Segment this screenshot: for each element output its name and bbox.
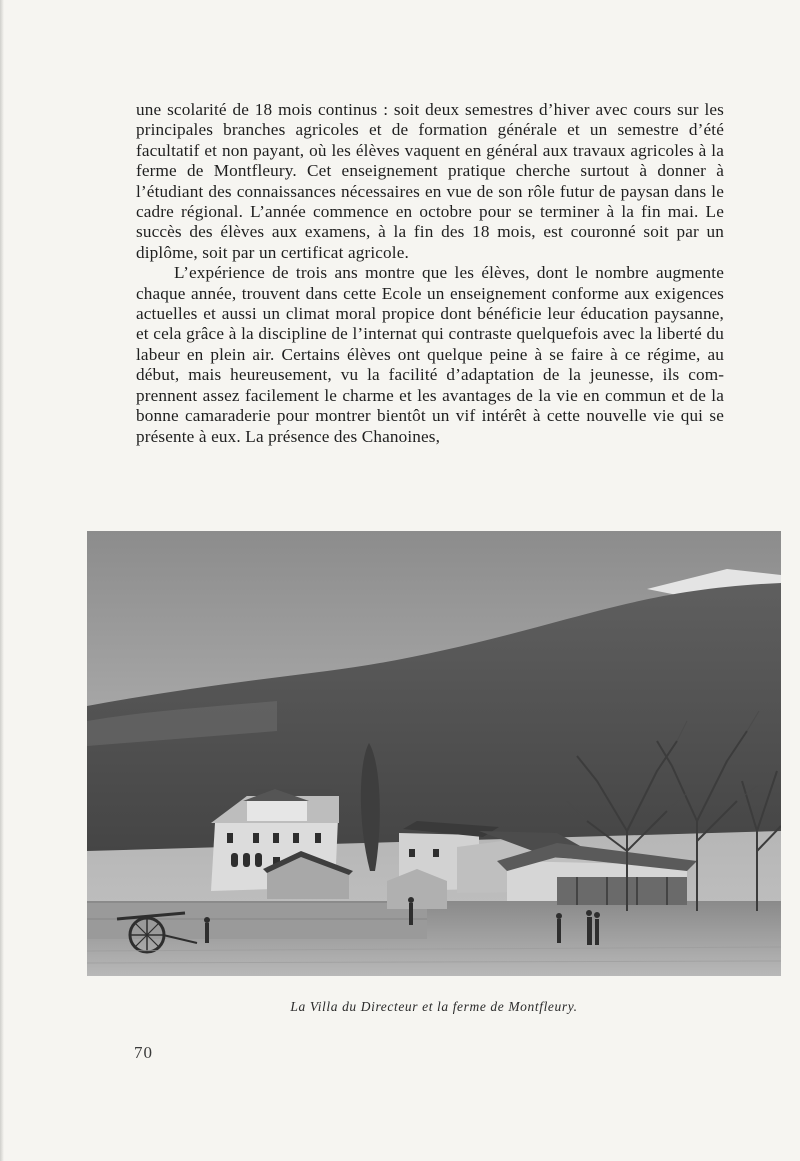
paragraph-2: L’expérience de trois ans montre que les élèves, dont le nombre augmente chaque année, trouvent dans cette Ecole un enseignement conforme aux exigences actuelles et aussi un climat moral propice dont bénéficie leur éducation paysanne, et cela grâce à la discipline de l’internat qui contraste quelquefois avec la liberté du labeur en plein air. Certains élèves ont quelque peine à se faire à ce régime, au début, mais heureusement, vu la facilité d’adaptation de la jeunesse, ils comprennent assez facilement le charme et les avantages de la vie en commun et de la bonne camaraderie pour montrer bientôt un vif intérêt à cette nouvelle vie qui se présente à eux. La présence des Chanoines, bbox=[136, 263, 724, 446]
farm-photograph-image bbox=[87, 531, 781, 976]
farm-photograph bbox=[87, 531, 781, 976]
photo-caption: La Villa du Directeur et la ferme de Montfleury. bbox=[290, 999, 578, 1014]
body-text bbox=[136, 100, 724, 447]
page-number: 70 bbox=[134, 1043, 153, 1062]
paragraph-1: une scolarité de 18 mois continus : soit deux semestres d’hiver avec cours sur les principales branches agricoles et de formation générale et un semestre d’été facultatif et non payant, où les élèves vaquent en général aux travaux agricoles à la ferme de Montfleury. Cet enseignement pratique cherche surtout à donner à l’étudiant des connaissances nécessaires en vue de son rôle futur de paysan dans le cadre régional. L’année commence en octobre pour se terminer à la fin mai. Le succès des élèves aux examens, à la fin des 18 mois, est couronné soit par un diplôme, soit par un certificat agricole. bbox=[136, 100, 724, 262]
page-edge bbox=[0, 0, 4, 1161]
